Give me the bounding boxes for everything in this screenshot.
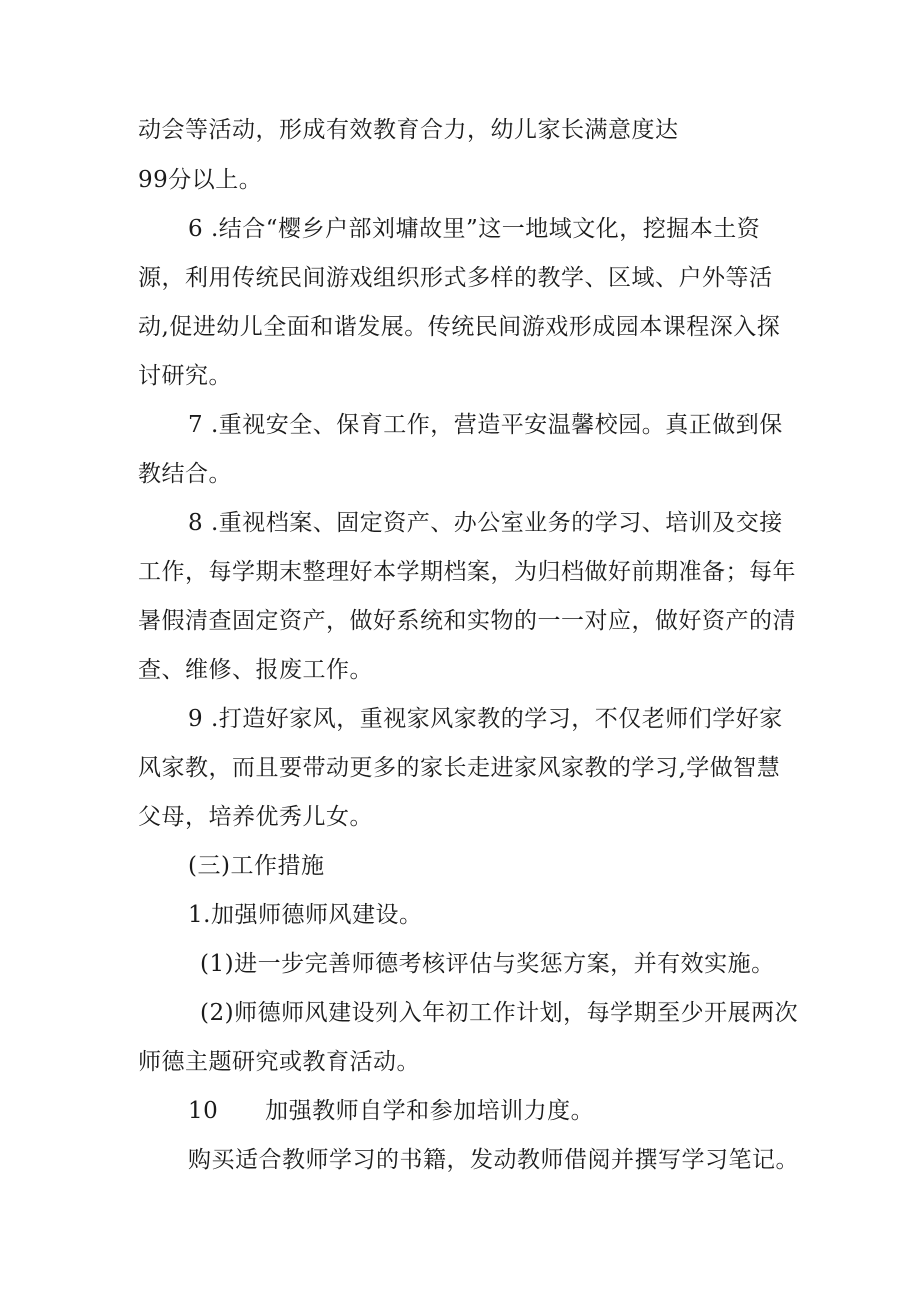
subsection-heading-10: 10 加强教师自学和参加培训力度。: [188, 1098, 595, 1124]
text-line: 99分以上。: [138, 167, 263, 193]
list-item-2: (2)师德师风建设列入年初工作计划，每学期至少开展两次: [200, 1000, 799, 1026]
text-line: 讨研究。: [138, 363, 232, 389]
text-line: 源，利用传统民间游戏组织形式多样的教学、区域、户外等活: [138, 265, 773, 291]
paragraph-item-9: 9 .打造好家风，重视家风家教的学习，不仅老师们学好家: [188, 706, 783, 732]
text-line: 暑假清查固定资产，做好系统和实物的一一对应，做好资产的清: [138, 608, 796, 634]
text-line: 查、维修、报废工作。: [138, 657, 373, 683]
paragraph-item-8: 8 .重视档案、固定资产、办公室业务的学习、培训及交接: [188, 510, 783, 536]
text-line: 教结合。: [138, 461, 232, 487]
list-item-1: (1)进一步完善师德考核评估与奖惩方案，并有效实施。: [200, 951, 775, 977]
text-line: 动会等活动，形成有效教育合力，幼儿家长满意度达: [138, 117, 679, 143]
text-line: 动,促进幼儿全面和谐发展。传统民间游戏形成园本课程深入探: [138, 314, 781, 340]
subsection-heading: 1.加强师德师风建设。: [188, 902, 423, 928]
text-line: 父母，培养优秀儿女。: [138, 804, 373, 830]
text-line: 购买适合教师学习的书籍，发动教师借阅并撰写学习笔记。: [188, 1147, 799, 1173]
text-line: 师德主题研究或教育活动。: [138, 1049, 420, 1075]
paragraph-item-6: 6 .结合“樱乡户部刘墉故里”这一地域文化，挖掘本土资: [188, 216, 761, 242]
section-heading: (三)工作措施: [188, 853, 325, 879]
paragraph-item-7: 7 .重视安全、保育工作，营造平安温馨校园。真正做到保: [188, 412, 783, 438]
text-line: 工作，每学期末整理好本学期档案，为归档做好前期准备；每年: [138, 559, 796, 585]
text-line: 风家教，而且要带动更多的家长走进家风家教的学习,学做智慧: [138, 755, 781, 781]
